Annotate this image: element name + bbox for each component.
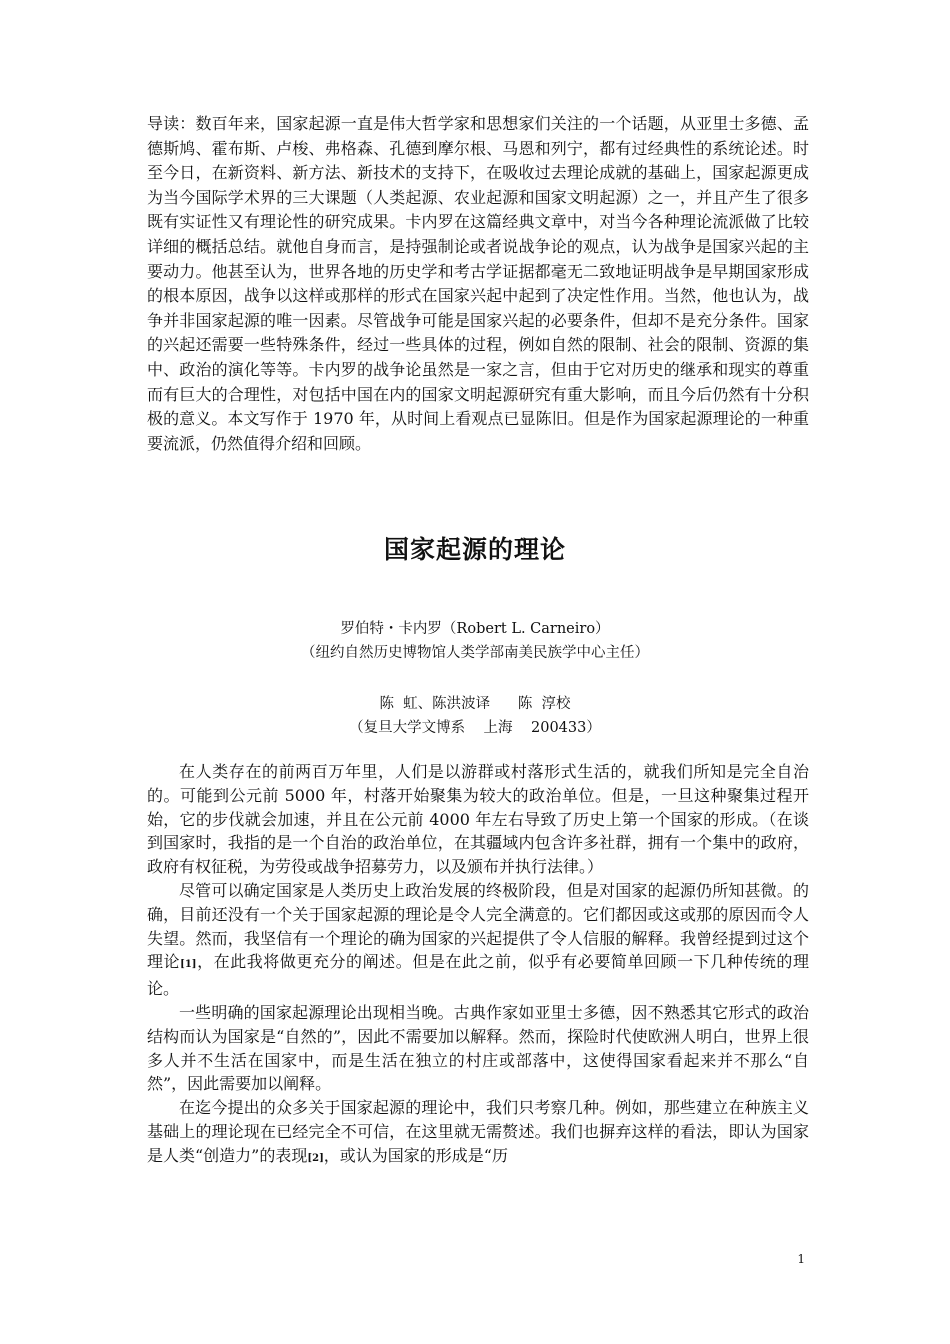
body-paragraph (147, 1096, 809, 1170)
article-body (147, 760, 809, 1171)
body-paragraph (147, 879, 809, 1001)
article-title: 国家起源的理论 (383, 535, 566, 564)
body-text-segment: ，在此我将做更充分的阐述。但是在此之前，似乎有必要简单回顾一下几种传统的理论。 (147, 952, 809, 999)
reference-marker: [2] (307, 1152, 324, 1164)
body-text-segment: 尽管可以确定国家是人类历史上政治发展的终极阶段，但是对国家的起源仍所知甚微。的确，目前还没有一个关于国家起源的理论是令人完全满意的。它们都因或这或那的原因而令人失望。然而，我坚信有一个理论的确为国家的兴起提供了令人信服的解释。我曾经提到过这个理论 (147, 880, 809, 972)
intro-paragraph: 导读：数百年来，国家起源一直是伟大哲学家和思想家们关注的一个话题，从亚里士多德、孟德斯鸠、霍布斯、卢梭、弗格森、孔德到摩尔根、马恩和列宁，都有过经典性的系统论述。时至今日，在新资料、新方法、新技术的支持下，在吸收过去理论成就的基础上，国家起源更成为当今国际学术界的三大课题（人类起源、农业起源和国家文明起源）之一，并且产生了很多既有实证性又有理论性的研究成果。卡内罗在这篇经典文章中，对当今各种理论流派做了比较详细的概括总结。就他自身而言，是持强制论或者说战争论的观点，认为战争是国家兴起的主要动力。他甚至认为，世界各地的历史学和考古学证据都毫无二致地证明战争是早期国家形成的根本原因，战争以这样或那样的形式在国家兴起中起到了决定性作用。当然，他也认为，战争并非国家起源的唯一因素。尽管战争可能是国家兴起的必要条件，但却不是充分条件。国家的兴起还需要一些特殊条件，经过一些具体的过程，例如自然的限制、社会的限制、资源的集中、政治的演化等等。卡内罗的战争论虽然是一家之言，但由于它对历史的继承和现实的尊重而有巨大的合理性，对包括中国在内的国家文明起源研究有重大影响，而且今后仍然有十分积极的意义。本文写作于 1970 年，从时间上看观点已显陈旧。但是作为国家起源理论的一种重要流派，仍然值得介绍和回顾。 (147, 114, 809, 453)
author-affiliation: （纽约自然历史博物馆人类学部南美民族学中心主任） (301, 645, 649, 661)
body-text-segment: 在迄今提出的众多关于国家起源的理论中，我们只考察几种。例如，那些建立在种族主义基础上的理论现在已经完全不可信，在这里就无需赘述。我们也摒弃这样的看法，即认为国家是人类“创造力”的表现 (147, 1098, 809, 1165)
page-number: 1 (797, 1252, 805, 1266)
translator-affiliation: （复旦大学文博系 上海 200433） (349, 720, 601, 736)
reference-marker: [1] (180, 959, 197, 971)
body-text-segment: ，或认为国家的形成是“历 (323, 1145, 508, 1165)
body-paragraph: 在人类存在的前两百万年里，人们是以游群或村落形式生活的，就我们所知是完全自治的。可能到公元前 5000 年，村落开始聚集为较大的政治单位。但是，一旦这种聚集过程开始，它的步伐就会加速，并且在公元前 4000 年左右导致了历史上第一个国家的形成。（在谈到国家时，我指的是一个自治的政治单位，在其疆域内包含许多社群，拥有一个集中的政府，政府有权征税，为劳役或战争招募劳力，以及颁布并执行法律。） (147, 762, 809, 877)
translators-line: 陈 虹、陈洪波译 陈 淳校 (379, 696, 571, 712)
author-line: 罗伯特・卡内罗（Robert L. Carneiro） (340, 621, 610, 637)
body-paragraph: 一些明确的国家起源理论出现相当晚。古典作家如亚里士多德，因不熟悉其它形式的政治结构而认为国家是“自然的”，因此不需要加以解释。然而，探险时代使欧洲人明白，世界上很多人并不生活在国家中，而是生活在独立的村庄或部落中，这使得国家看起来并不那么“自然”，因此需要加以阐释。 (147, 1002, 809, 1094)
